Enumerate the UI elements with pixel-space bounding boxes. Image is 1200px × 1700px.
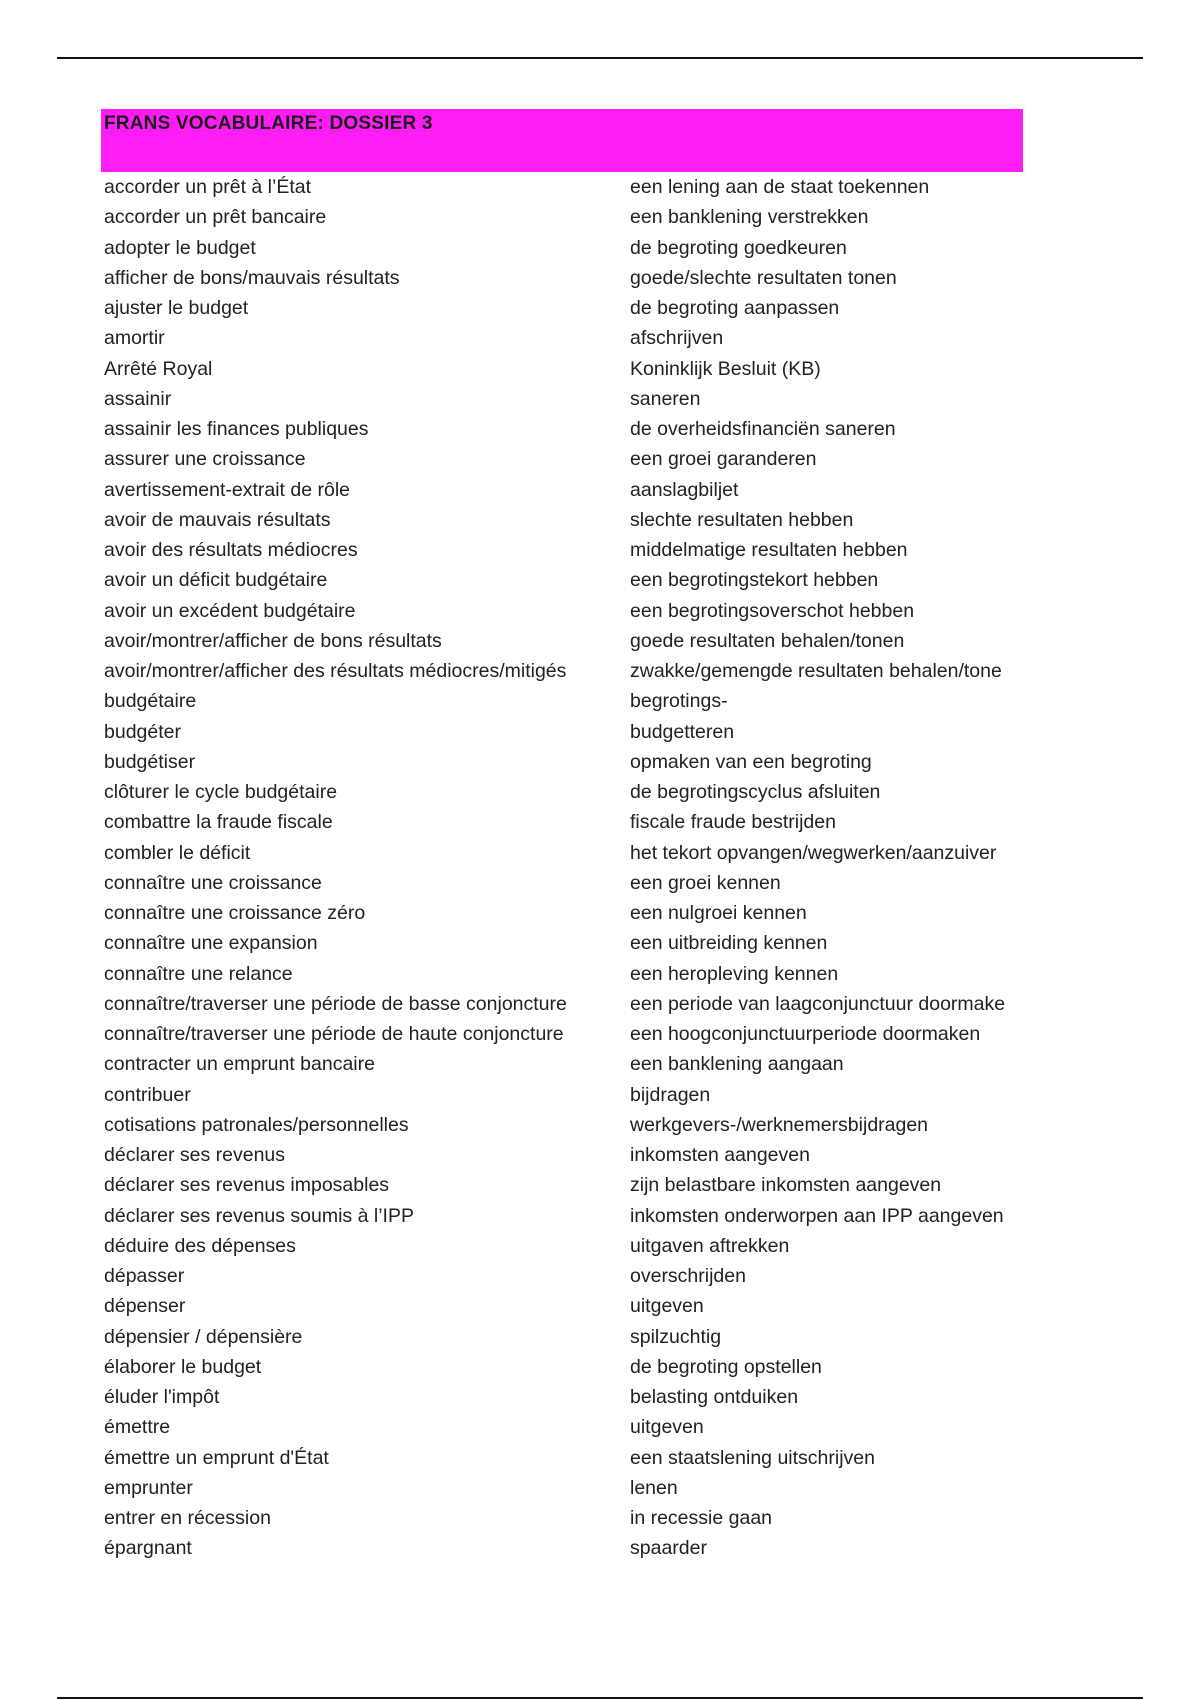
dutch-translation: budgetteren [630, 720, 735, 743]
french-term: avoir/montrer/afficher des résultats médiocres/mitigés [104, 660, 567, 682]
vocab-row [104, 416, 1034, 446]
vocab-row [104, 235, 1034, 265]
french-term: ajuster le budget [104, 297, 249, 319]
dutch-translation: goede resultaten behalen/tonen [630, 629, 905, 652]
vocab-row [104, 719, 1034, 749]
dutch-translation: fiscale fraude bestrijden [630, 811, 836, 834]
vocab-row [104, 537, 1034, 567]
dutch-translation: een groei garanderen [630, 448, 817, 471]
vocab-row [104, 840, 1034, 870]
dutch-translation: afschrijven [630, 327, 724, 350]
vocab-row [104, 356, 1034, 386]
bottom-rule [57, 1697, 1143, 1699]
vocab-row [104, 477, 1034, 507]
french-term: amortir [104, 327, 165, 350]
vocab-row [104, 1414, 1034, 1444]
vocab-row [104, 1384, 1034, 1414]
french-term: connaître/traverser une période de haute conjoncture [104, 1023, 564, 1045]
dutch-translation: opmaken van een begroting [630, 750, 872, 773]
french-term: éluder l'impôt [104, 1386, 220, 1408]
vocab-row [104, 295, 1034, 325]
page-title: FRANS VOCABULAIRE: DOSSIER 3 [104, 113, 433, 134]
vocab-row [104, 1112, 1034, 1142]
french-term: avoir un excédent budgétaire [104, 599, 356, 622]
dutch-translation: een groei kennen [630, 871, 781, 894]
french-term: connaître une expansion [104, 932, 318, 955]
vocab-row [104, 930, 1034, 960]
french-term: emprunter [104, 1476, 193, 1499]
french-term: afficher de bons/mauvais résultats [104, 266, 400, 289]
vocab-row [104, 598, 1034, 628]
french-term: combattre la fraude fiscale [104, 811, 333, 834]
vocab-row [104, 1535, 1034, 1565]
dutch-translation: spaarder [630, 1537, 707, 1560]
vocab-row [104, 1142, 1034, 1172]
french-term: adopter le budget [104, 236, 256, 259]
dutch-translation: inkomsten aangeven [630, 1144, 810, 1166]
vocab-row [104, 1445, 1034, 1475]
vocab-row [104, 1293, 1034, 1323]
vocab-row [104, 325, 1034, 355]
vocab-row [104, 1475, 1034, 1505]
dutch-translation: het tekort opvangen/wegwerken/aanzuiver [630, 841, 997, 864]
vocab-row [104, 658, 1034, 688]
french-term: avoir de mauvais résultats [104, 508, 331, 531]
vocab-row [104, 507, 1034, 537]
vocab-row [104, 779, 1034, 809]
top-rule [57, 57, 1143, 59]
french-term: dépensier / dépensière [104, 1325, 303, 1348]
vocab-row [104, 1324, 1034, 1354]
dutch-translation: een hoogconjunctuurperiode doormaken [630, 1023, 981, 1045]
dutch-translation: een staatslening uitschrijven [630, 1446, 875, 1469]
french-term: budgéter [104, 720, 181, 743]
french-term: émettre [104, 1416, 171, 1439]
french-term: combler le déficit [104, 841, 251, 864]
vocab-row [104, 1021, 1034, 1051]
dutch-translation: een banklening aangaan [630, 1053, 844, 1076]
vocab-row [104, 567, 1034, 597]
french-term: contribuer [104, 1083, 191, 1106]
french-term: connaître une croissance zéro [104, 902, 366, 924]
vocab-row [104, 386, 1034, 416]
vocab-row [104, 265, 1034, 295]
french-term: avoir des résultats médiocres [104, 539, 358, 561]
french-term: avoir/montrer/afficher de bons résultats [104, 629, 442, 652]
vocab-row [104, 1051, 1034, 1081]
dutch-translation: bijdragen [630, 1083, 711, 1106]
dutch-translation: een banklening verstrekken [630, 206, 869, 229]
dutch-translation: een begrotingstekort hebben [630, 569, 879, 592]
dutch-translation: saneren [630, 387, 701, 410]
dutch-translation: een nulgroei kennen [630, 902, 807, 924]
french-term: contracter un emprunt bancaire [104, 1053, 375, 1076]
french-term: accorder un prêt à l’État [104, 176, 312, 198]
dutch-translation: Koninklijk Besluit (KB) [630, 357, 821, 380]
dutch-translation: een periode van laagconjunctuur doormake [630, 992, 1006, 1015]
french-term: émettre un emprunt d'État [104, 1446, 329, 1469]
vocab-row [104, 1505, 1034, 1535]
dutch-translation: werkgevers-/werknemersbijdragen [630, 1113, 929, 1136]
french-term: budgétiser [104, 750, 196, 773]
dutch-translation: de begroting goedkeuren [630, 236, 847, 259]
dutch-translation: spilzuchtig [630, 1325, 722, 1348]
french-term: connaître une relance [104, 962, 293, 985]
vocab-row [104, 1233, 1034, 1263]
vocab-row [104, 688, 1034, 718]
dutch-translation: uitgaven aftrekken [630, 1234, 790, 1257]
dutch-translation: een heropleving kennen [630, 962, 839, 985]
dutch-translation: een uitbreiding kennen [630, 932, 828, 955]
vocab-row [104, 809, 1034, 839]
vocab-row [104, 174, 1034, 204]
french-term: dépenser [104, 1295, 186, 1318]
french-term: avoir un déficit budgétaire [104, 569, 328, 592]
vocab-row [104, 204, 1034, 234]
dutch-translation: inkomsten onderworpen aan IPP aangeven [630, 1204, 1004, 1227]
dutch-translation: slechte resultaten hebben [630, 508, 854, 531]
vocabulary-table [104, 174, 1034, 1566]
dutch-translation: een lening aan de staat toekennen [630, 176, 930, 198]
dutch-translation: in recessie gaan [630, 1507, 773, 1529]
vocab-row [104, 446, 1034, 476]
french-term: dépasser [104, 1265, 185, 1287]
dutch-translation: overschrijden [630, 1265, 746, 1287]
french-term: déclarer ses revenus imposables [104, 1174, 390, 1197]
vocab-row [104, 749, 1034, 779]
dutch-translation: uitgeven [630, 1416, 704, 1439]
french-term: avertissement-extrait de rôle [104, 478, 351, 501]
dutch-translation: middelmatige resultaten hebben [630, 539, 908, 561]
french-term: élaborer le budget [104, 1355, 262, 1378]
french-term: clôturer le cycle budgétaire [104, 781, 338, 803]
french-term: connaître une croissance [104, 871, 322, 894]
vocab-row [104, 1172, 1034, 1202]
french-term: déclarer ses revenus soumis à l’IPP [104, 1204, 414, 1227]
dutch-translation: de overheidsfinanciën saneren [630, 418, 896, 440]
dutch-translation: goede/slechte resultaten tonen [630, 266, 897, 289]
vocab-row [104, 1082, 1034, 1112]
dutch-translation: de begroting aanpassen [630, 297, 840, 319]
french-term: assainir les finances publiques [104, 418, 369, 440]
french-term: déduire des dépenses [104, 1234, 296, 1257]
vocab-row [104, 628, 1034, 658]
dutch-translation: een begrotingsoverschot hebben [630, 599, 915, 622]
french-term: connaître/traverser une période de basse conjoncture [104, 992, 567, 1015]
vocab-row [104, 900, 1034, 930]
vocab-row [104, 1203, 1034, 1233]
dutch-translation: de begrotingscyclus afsluiten [630, 781, 881, 803]
vocab-row [104, 1263, 1034, 1293]
dutch-translation: de begroting opstellen [630, 1355, 822, 1378]
french-term: déclarer ses revenus [104, 1144, 286, 1166]
french-term: assurer une croissance [104, 448, 306, 471]
french-term: budgétaire [104, 690, 197, 713]
dutch-translation: aanslagbiljet [630, 478, 739, 501]
vocab-row [104, 1354, 1034, 1384]
dutch-translation: zwakke/gemengde resultaten behalen/tone [630, 660, 1002, 682]
french-term: cotisations patronales/personnelles [104, 1113, 409, 1136]
vocab-row [104, 961, 1034, 991]
french-term: assainir [104, 387, 172, 410]
dutch-translation: uitgeven [630, 1295, 704, 1318]
french-term: Arrêté Royal [104, 357, 213, 380]
dutch-translation: belasting ontduiken [630, 1386, 799, 1408]
dutch-translation: zijn belastbare inkomsten aangeven [630, 1174, 942, 1197]
french-term: accorder un prêt bancaire [104, 206, 327, 229]
vocab-row [104, 991, 1034, 1021]
french-term: épargnant [104, 1537, 192, 1560]
french-term: entrer en récession [104, 1507, 271, 1529]
dutch-translation: lenen [630, 1476, 678, 1499]
vocab-row [104, 870, 1034, 900]
dutch-translation: begrotings- [630, 690, 728, 713]
